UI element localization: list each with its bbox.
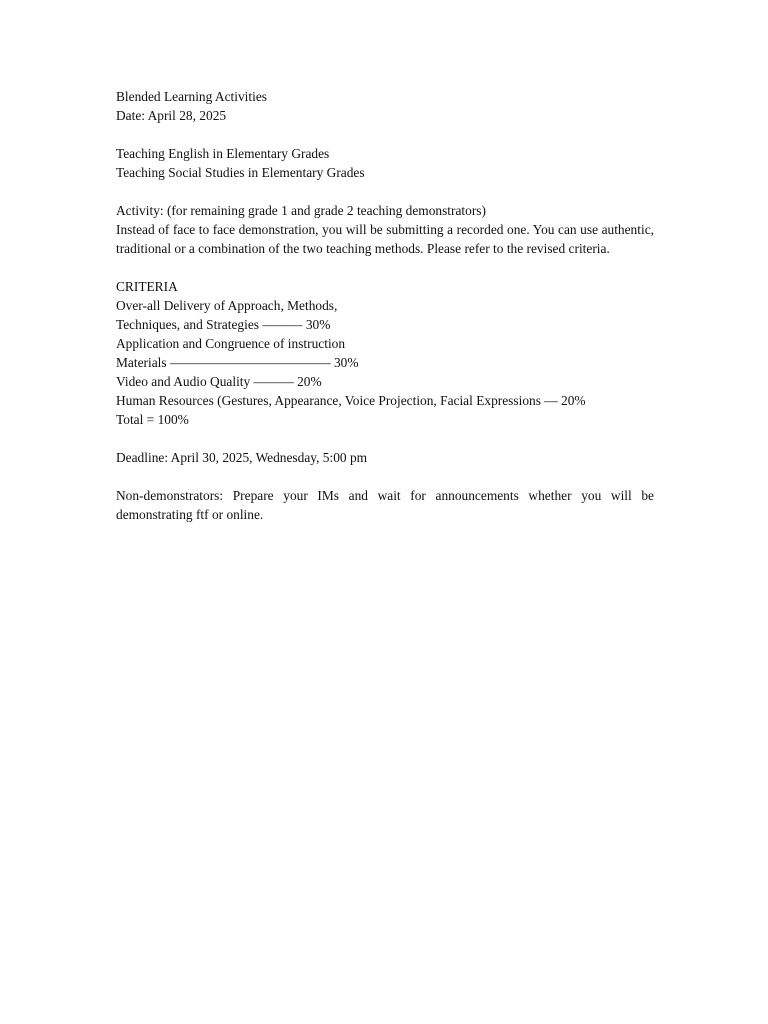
activity-instructions: Instead of face to face demonstration, you will be submitting a recorded one. You can use authentic, traditional or a combination of the two teaching methods. Please refer to the revised criteria. — [116, 222, 654, 256]
criteria-line: Materials ———————————— 30% — [116, 355, 359, 370]
spacer — [116, 125, 654, 144]
deadline-text: Deadline: April 30, 2025, Wednesday, 5:00 pm — [116, 450, 368, 465]
criteria-heading: CRITERIA — [116, 279, 178, 294]
non-demonstrators-note: Non-demonstrators: Prepare your IMs and wait for announcements whether you will be demonstrating ftf or online. — [116, 488, 654, 522]
criteria-line: Techniques, and Strategies ——— 30% — [116, 317, 331, 332]
document-title: Blended Learning Activities — [116, 89, 267, 104]
criteria-total: Total = 100% — [116, 412, 189, 427]
criteria-line: Over-all Delivery of Approach, Methods, — [116, 298, 338, 313]
activity-heading: Activity: (for remaining grade 1 and grade 2 teaching demonstrators) — [116, 203, 486, 218]
spacer — [116, 429, 654, 448]
subject-social-studies: Teaching Social Studies in Elementary Grades — [116, 165, 365, 180]
subject-english: Teaching English in Elementary Grades — [116, 146, 330, 161]
criteria-line: Human Resources (Gestures, Appearance, Voice Projection, Facial Expressions — 20% — [116, 393, 586, 408]
spacer — [116, 258, 654, 277]
criteria-line: Video and Audio Quality ——— 20% — [116, 374, 322, 389]
document-date: Date: April 28, 2025 — [116, 108, 227, 123]
document-page — [116, 87, 654, 524]
spacer — [116, 467, 654, 486]
criteria-line: Application and Congruence of instruction — [116, 336, 346, 351]
spacer — [116, 182, 654, 201]
